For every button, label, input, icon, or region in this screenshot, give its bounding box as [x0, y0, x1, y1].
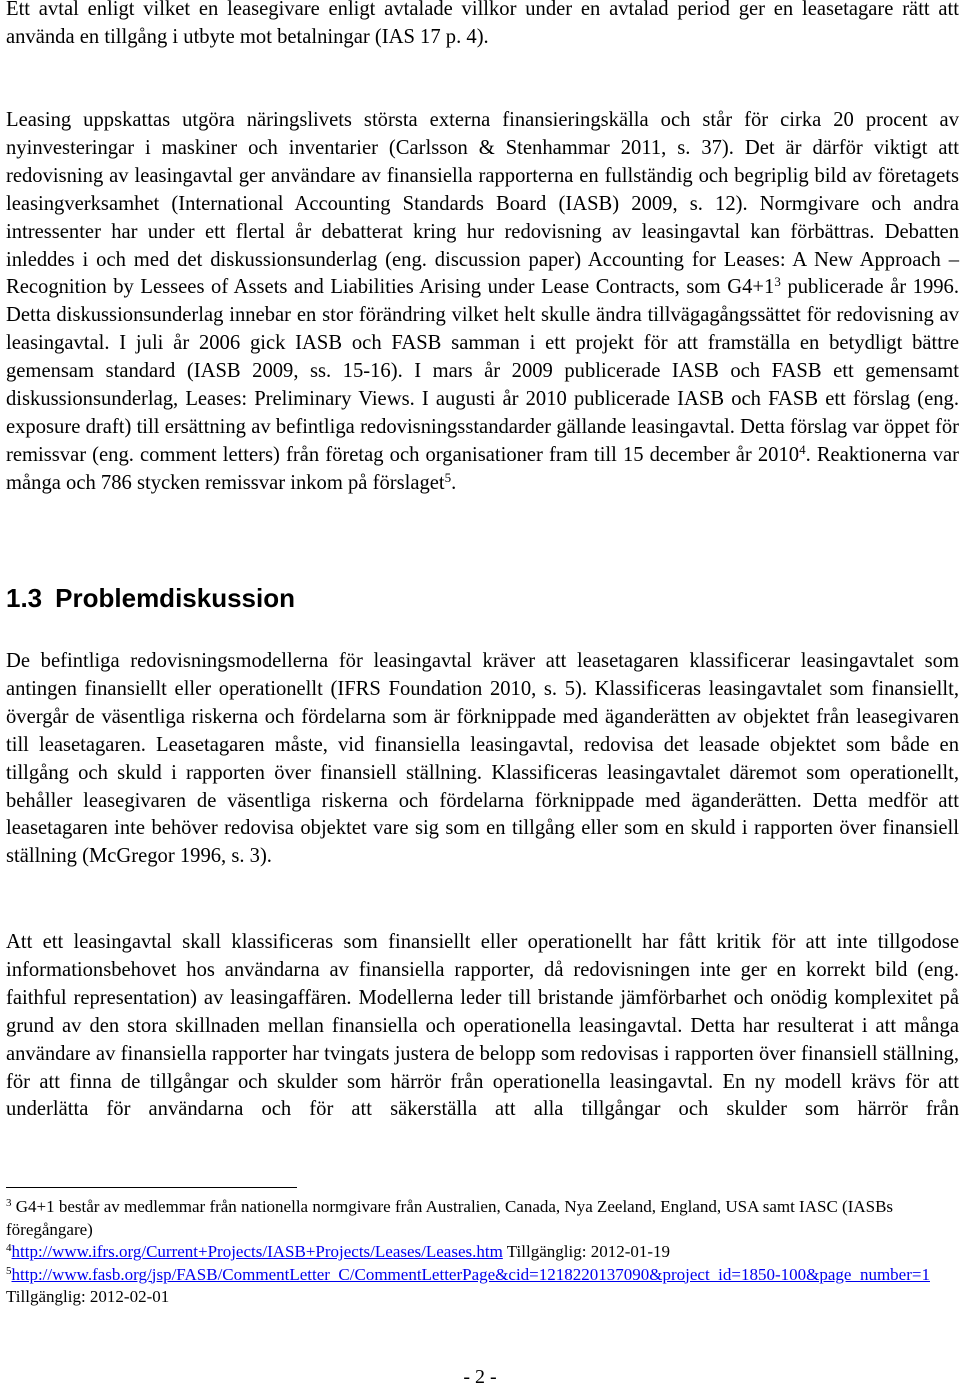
leasing-paragraph [6, 107, 959, 498]
section-title: Problemdiskussion [55, 583, 295, 613]
footnote-marker: 3 [6, 1197, 12, 1209]
footnote-text: Tillgänglig: 2012-01-19 [502, 1242, 671, 1261]
footnote-marker: 4 [6, 1242, 12, 1254]
page-number: - 2 - [463, 1366, 497, 1388]
footnote-5 [6, 1264, 959, 1309]
leasing-text-part-4: . [451, 471, 457, 494]
leasing-text-part-1: Leasing uppskattas utgöra näringslivets största externa finansieringskälla och står för cirka 20 procent av nyinvesteringar i maskiner och inventarier (Carlsson & Stenhammar 2011, s. 37). Det är därför viktigt att redovisning av leasingavtal ger användare av finansiella rapporterna en fullständig och begriplig bild av företagets leasingverksamhet (International Accounting Standards Board (IASB) 2009, s. 12). Normgivare och andra intressenter har under ett flertal år debatterat kring hur redovisning av leasingavtal kan förbättras. Debatten inleddes i och med det diskussionsunderlag (eng. discussion paper) Accounting for Leases: A New Approach – Recognition by Lessees of Assets and Liabilities Arising under Lease Contracts, som G4+1 [6, 109, 959, 299]
footnote-3 [6, 1196, 959, 1241]
footnote-ref-3[interactable]: 3 [774, 274, 781, 290]
footnote-text: Tillgänglig: 2012-02-01 [6, 1287, 170, 1306]
section-number: 1.3 [6, 583, 43, 613]
intro-paragraph: Ett avtal enligt vilket en leasegivare enligt avtalade villkor under en avtalad period ger en leasetagare rätt att använda en tillgång i utbyte mot betalningar (IAS 17 p. 4). [6, 0, 959, 48]
footnote-marker: 5 [6, 1264, 12, 1277]
section-heading [6, 578, 295, 618]
leasing-text-part-3: . Reaktionerna var många och 786 stycken remissvar inkom på förslaget [6, 443, 960, 494]
footnotes [6, 1196, 959, 1309]
footnote-ref-4[interactable]: 4 [799, 441, 806, 457]
problem-paragraph-1: De befintliga redovisningsmodellerna för leasingavtal kräver att leasetagaren klassificerar leasingavtalet som antingen finansiellt eller operationellt (IFRS Foundation 2010, s. 5). Klassificeras leasingavtalet som finansiellt, övergår de väsentliga riskerna och fördelarna som är förknippade med äganderätten av objektet från leasegivaren till leasetagaren. Leasetagaren måste, vid finansiella leasingavtal, redovisa det leasade objektet som både en tillgång och skuld i rapporten över finansiell ställning. Klassificeras leasingavtalet däremot som operationellt, behåller leasegivaren de väsentliga riskerna och fördelarna förknippade med äganderätten. Detta medför att leasetagaren inte behöver redovisa objektet vare sig som en tillgång eller som en skuld i rapporten över finansiell ställning (McGregor 1996, s. 3). [6, 650, 959, 868]
footnote-text: G4+1 består av medlemmar från nationella normgivare från Australien, Canada, Nya Zeeland, England, USA samt IASC (IASBs föregångare) [6, 1197, 894, 1239]
footnote-ref-5[interactable]: 5 [444, 469, 452, 485]
footnote-4 [6, 1241, 959, 1264]
footnote-link-fasb[interactable]: http://www.fasb.org/jsp/FASB/CommentLetter_C/CommentLetterPage&cid=1218220137090&project_id=1850-100&page_number=1 [11, 1264, 930, 1284]
leasing-text-part-2: publicerade år 1996. Detta diskussionsunderlag innebar en stor förändring vilket helt skulle ändra tillvägagångssättet för redovisning av leasingavtal. I juli år 2006 gick IASB och FASB samman i ett projekt för att framställa en betydligt bättre gemensam standard (IASB 2009, ss. 15-16). I mars år 2009 publicerade IASB och FASB ett gemensamt diskussionsunderlag, Leases: Preliminary Views. I augusti år 2010 publicerade IASB och FASB ett förslag (eng. exposure draft) till ersättning av befintliga redovisningsstandarder gällande leasingavtal. Detta förslag var öppet för remissvar (eng. comment letters) från företag och organisationer fram till 15 december år 2010 [6, 276, 959, 466]
problem-paragraph-2: Att ett leasingavtal skall klassificeras som finansiellt eller operationellt har fått kritik för att inte tillgodose informationsbehovet hos användarna av finansiella rapporter, då redovisningen inte ger en korrekt bild (eng. faithful representation) av leasingaffären. Modellerna leder till bristande jämförbarhet och onödig komplexitet på grund av den stora skillnaden mellan finansiella och operationella leasingavtal. Detta har resulterat i att många användare av finansiella rapporter har tvingats justera de belopp som redovisas i rapporten över finansiell ställning, för att finna de tillgångar och skulder som härrör från operationella leasingavtal. En ny modell krävs för att underlätta för användarna och för att säkerställa att alla tillgångar och skulder som härrör från [6, 931, 959, 1121]
footnote-link-ifrs[interactable]: http://www.ifrs.org/Current+Projects/IASB+Projects/Leases/Leases.htm [11, 1242, 503, 1261]
footnote-divider [6, 1187, 297, 1188]
